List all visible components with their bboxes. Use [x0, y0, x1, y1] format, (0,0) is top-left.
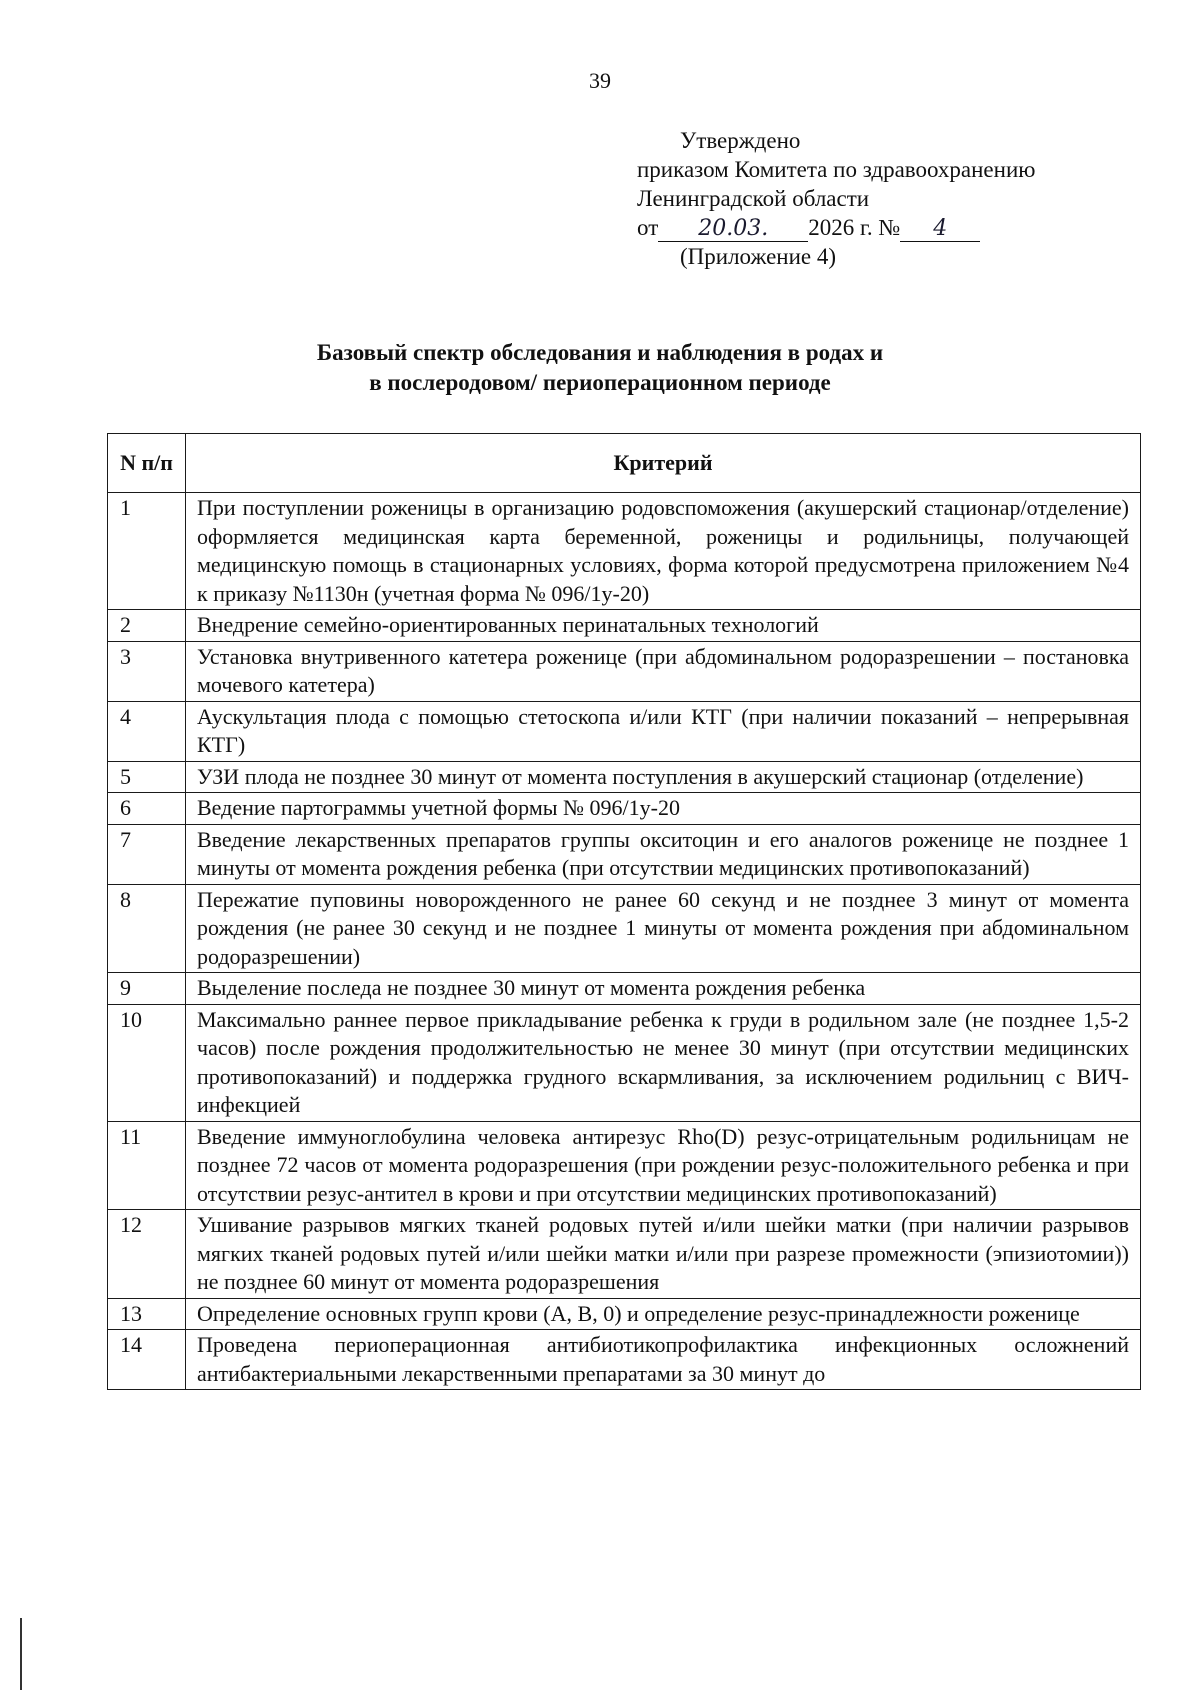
- table-row: [108, 610, 1141, 642]
- page-number: 39: [589, 68, 611, 93]
- date-prefix: от: [637, 215, 659, 240]
- table-row: [108, 824, 1141, 884]
- row-number: 11: [108, 1121, 186, 1210]
- approval-order-line: приказом Комитета по здравоохранению: [637, 157, 1036, 182]
- row-number: 4: [108, 701, 186, 761]
- title-line-2: в послеродовом/ периоперационном периоде: [369, 370, 831, 395]
- row-number: 14: [108, 1330, 186, 1390]
- row-criterion: УЗИ плода не позднее 30 минут от момента поступления в акушерский стационар (отделение): [186, 761, 1141, 793]
- row-number: 12: [108, 1210, 186, 1299]
- row-criterion: Выделение последа не позднее 30 минут от момента рождения ребенка: [186, 973, 1141, 1005]
- row-criterion: Ушивание разрывов мягких тканей родовых путей и/или шейки матки (при наличии разрывов мягких тканей родовых путей и/или шейки матки и/или при разрезе промежности (эпизиотомии)) не позднее 60 минут от момента родоразрешения: [186, 1210, 1141, 1299]
- year-label: 2026 г. №: [808, 215, 901, 240]
- row-number: 7: [108, 824, 186, 884]
- approval-heading: Утверждено: [680, 128, 801, 153]
- row-number: 13: [108, 1298, 186, 1330]
- row-criterion: Пережатие пуповины новорожденного не ранее 60 секунд и не позднее 3 минут от момента рождения (не ранее 30 секунд и не позднее 1 минуты от момента рождения при абдоминальном родоразрешении): [186, 884, 1141, 973]
- row-criterion: Определение основных групп крови (A, B, 0) и определение резус-принадлежности роженице: [186, 1298, 1141, 1330]
- approval-region-line: Ленинградской области: [637, 186, 870, 211]
- table-row: [108, 1210, 1141, 1299]
- table-row: [108, 1330, 1141, 1390]
- appendix-label: (Приложение 4): [680, 244, 837, 269]
- document-title: [0, 338, 1200, 398]
- criteria-table: [107, 433, 1141, 1390]
- row-criterion: Максимально раннее первое прикладывание ребенка к груди в родильном зале (не позднее 1,5-2 часов) после рождения продолжительностью не менее 30 минут (при отсутствии медицинских противопоказаний) и поддержка грудного вскармливания, за исключением родильниц с ВИЧ-инфекцией: [186, 1004, 1141, 1121]
- table-row: [108, 884, 1141, 973]
- row-number: 10: [108, 1004, 186, 1121]
- approval-block: [637, 126, 1035, 271]
- row-criterion: При поступлении роженицы в организацию родовспоможения (акушерский стационар/отделение) оформляется медицинская карта беременной, роженицы и родильницы, получающей медицинскую помощь в стационарных условиях, форма которой предусмотрена приложением №4 к приказу №1130н (учетная форма № 096/1у-20): [186, 493, 1141, 610]
- table-row: [108, 1121, 1141, 1210]
- header-criterion: Критерий: [186, 434, 1141, 493]
- row-criterion: Ведение партограммы учетной формы № 096/1у-20: [186, 793, 1141, 825]
- table-row: [108, 641, 1141, 701]
- table-row: [108, 793, 1141, 825]
- row-number: 8: [108, 884, 186, 973]
- row-number: 5: [108, 761, 186, 793]
- row-number: 3: [108, 641, 186, 701]
- row-criterion: Введение иммуноглобулина человека антирезус Rho(D) резус-отрицательным родильницам не позднее 72 часов от момента родоразрешения (при рождении резус-положительного ребенка и при отсутствии резус-антител в крови и при отсутствии медицинских противопоказаний): [186, 1121, 1141, 1210]
- row-number: 2: [108, 610, 186, 642]
- table-row: [108, 493, 1141, 610]
- row-number: 9: [108, 973, 186, 1005]
- table-header-row: [108, 434, 1141, 493]
- row-criterion: Установка внутривенного катетера роженице (при абдоминальном родоразрешении – постановка мочевого катетера): [186, 641, 1141, 701]
- row-criterion: Аускультация плода с помощью стетоскопа и/или КТГ (при наличии показаний – непрерывная КТГ): [186, 701, 1141, 761]
- handwritten-date: 20.03.: [658, 216, 808, 242]
- table-row: [108, 1298, 1141, 1330]
- row-criterion: Проведена периоперационная антибиотикопрофилактика инфекционных осложнений антибактериальными лекарственными препаратами за 30 минут до: [186, 1330, 1141, 1390]
- scan-artifact-line: [20, 1618, 22, 1690]
- title-line-1: Базовый спектр обследования и наблюдения в родах и: [316, 340, 884, 365]
- table-row: [108, 973, 1141, 1005]
- table-row: [108, 701, 1141, 761]
- row-criterion: Внедрение семейно-ориентированных перинатальных технологий: [186, 610, 1141, 642]
- approval-date-line: [637, 213, 1035, 242]
- header-number: N п/п: [108, 434, 186, 493]
- table-row: [108, 1004, 1141, 1121]
- table-row: [108, 761, 1141, 793]
- row-criterion: Введение лекарственных препаратов группы окситоцин и его аналогов роженице не позднее 1 минуты от момента рождения ребенка (при отсутствии медицинских противопоказаний): [186, 824, 1141, 884]
- handwritten-number: 4: [900, 216, 980, 242]
- row-number: 6: [108, 793, 186, 825]
- row-number: 1: [108, 493, 186, 610]
